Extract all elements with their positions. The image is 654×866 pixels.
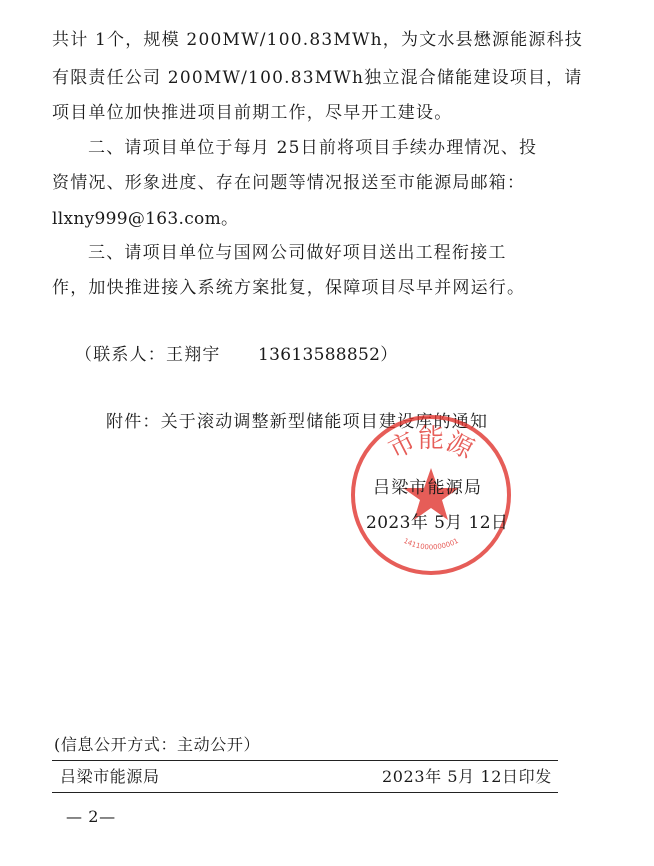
signature-date: 2023年 5月 12日 [366,513,509,533]
footer-divider-top [52,760,558,761]
paragraph-1-line-1: 共计 1个，规模 200MW/100.83MWh，为文水县懋源能源科技 [52,30,583,50]
paragraph-3-line-2: 作，加快推进接入系统方案批复，保障项目尽早并网运行。 [52,278,526,298]
paragraph-1-line-2: 有限责任公司 200MW/100.83MWh独立混合储能建设项目，请 [52,68,583,88]
paragraph-2-line-1: 二、请项目单位于每月 25日前将项目手续办理情况、投 [88,138,538,158]
footer-divider-bottom [52,792,558,793]
footer-organization: 吕梁市能源局 [60,767,160,786]
contact-person: （联系人：王翔宇 [75,345,221,365]
email-address: llxny999@163.com。 [52,209,239,229]
paragraph-3-line-1: 三、请项目单位与国网公司做好项目送出工程衔接工 [88,243,507,263]
seal-serial: 1411000000001 [402,536,460,552]
paragraph-1-line-3: 项目单位加快推进项目前期工作，尽早开工建设。 [52,103,453,123]
signature-organization: 吕梁市能源局 [373,478,483,498]
attachment-line: 附件：关于滚动调整新型储能项目建设库的通知 [106,412,489,432]
footer-print-date: 2023年 5月 12日印发 [382,767,552,786]
page-number: — 2— [66,807,116,826]
seal-top-text: 市能源 [383,424,479,466]
paragraph-2-line-2: 资情况、形象进度、存在问题等情况报送至市能源局邮箱： [52,173,526,193]
contact-phone: 13613588852） [258,345,398,365]
disclosure-mode: (信息公开方式：主动公开） [54,735,261,754]
